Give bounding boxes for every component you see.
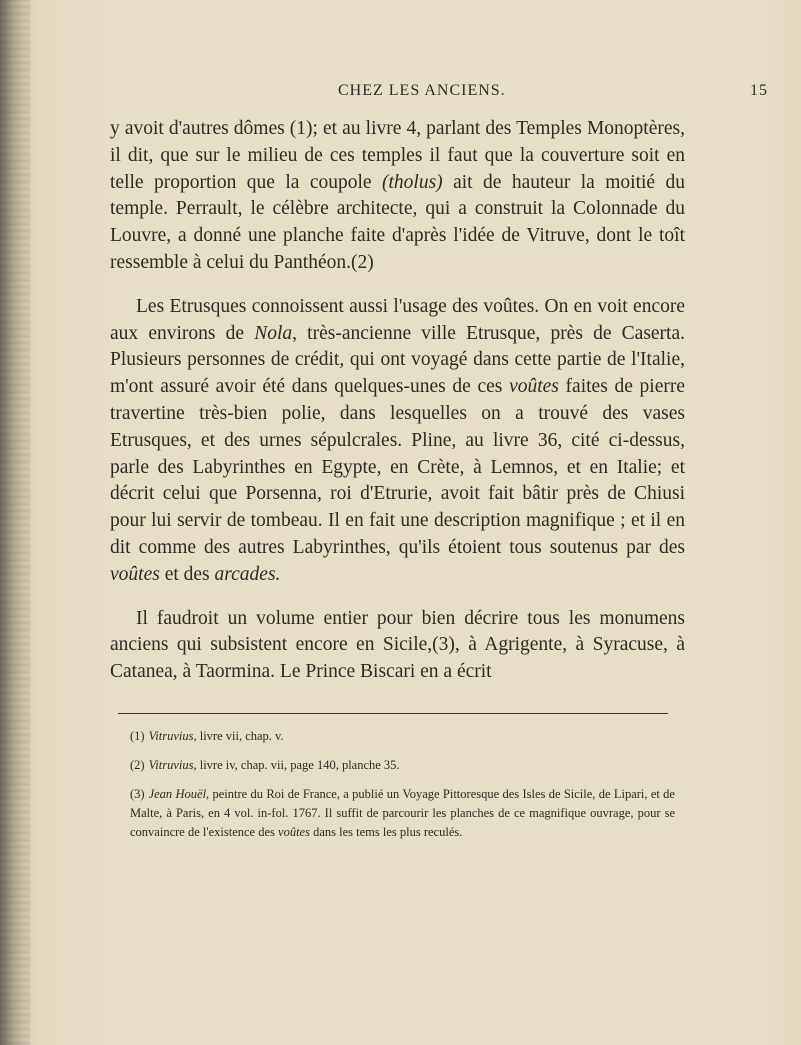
footnotes [130, 727, 675, 842]
italic-run: (tholus) [382, 171, 443, 193]
footnote-2 [130, 756, 675, 775]
body-text [110, 116, 685, 686]
paragraph-1 [110, 116, 685, 277]
footnote-text: dans les tems les plus reculés. [309, 825, 463, 839]
italic-run: voûtes [110, 563, 160, 585]
text-run: faites de pierre travertine très-bien polie, dans lesquelles on a trouvé des vases Etrusques, et des urnes sépulcrales. Pline, au livre 36, cité ci-dessus, parle des Labyrinthes en Egypte, en Crète, à Lemnos, et en Italie; et décrit celui que Porsenna, roi d'Etrurie, avoit fait bâtir près de Chiusi pour lui servir de tombeau. Il en fait une description magnifique ; et il en dit comme des autres Labyrinthes, qu'ils étoient tous soutenus par des [110, 376, 685, 558]
footnote-author: Vitruvius, [148, 758, 197, 772]
paragraph-2 [110, 294, 685, 589]
text-run: et des [159, 563, 215, 585]
footnote-author: Jean Houël, [148, 787, 210, 801]
footnote-3 [130, 785, 675, 842]
text-run: , très-ancienne ville Etrusque, près de Caserta. Plusieurs personnes de crédit, qui ont voyagé dans cette partie de l'Italie, m'ont assuré avoir été dans quelques-unes de ces [110, 322, 685, 398]
text-run: Il faudroit un volume entier pour bien décrire tous les monumens anciens qui subsistent encore en Sicile,(3), à Agrigente, à Syracuse, à Catanea, à Taormina. Le Prince Biscari en a écrit [110, 607, 685, 683]
running-head [0, 82, 801, 104]
running-title: CHEZ LES ANCIENS. [338, 82, 506, 99]
italic-run: arcades. [214, 563, 281, 585]
footnote-text: peintre du Roi de France, a publié un Voyage Pittoresque des Isles de Sicile, de Lipari, et de Malte, à Paris, en 4 vol. in-fol. 1767. Il suffit de parcourir les planches de ce magnifique ouvrage, pour se convaincre de l'existence des [130, 787, 675, 839]
footnote-number: (3) [130, 787, 145, 801]
footnote-1 [130, 727, 675, 746]
paragraph-3 [110, 606, 685, 686]
page-number: 15 [750, 82, 768, 99]
footnote-number: (2) [130, 758, 145, 772]
text-run: y avoit d'autres dômes (1); et au livre 4, parlant des Temples Monoptères, il dit, que sur le milieu de ces temples il faut que la couverture soit en telle proportion que la coupole [110, 118, 685, 193]
footnote-text: livre vii, chap. v. [196, 729, 284, 743]
text-run: ait de hauteur la moitié du temple. Perrault, le célèbre architecte, qui a construit la Colonnade du Louvre, a donné une planche faite d'après l'idée de Vitruve, dont le toît ressemble à celui du Panthéon.(2) [110, 171, 686, 273]
italic-run: Nola [254, 322, 293, 344]
italic-run: voûtes [509, 376, 559, 398]
text-run: Les Etrusques connoissent aussi l'usage des voûtes. On en voit encore aux environs de [110, 295, 685, 344]
footnote-number: (1) [130, 729, 145, 743]
italic-run: voûtes [278, 825, 310, 839]
footnote-rule [118, 713, 668, 714]
footnote-author: Vitruvius, [148, 729, 197, 743]
footnote-text: livre iv, chap. vii, page 140, planche 35. [196, 758, 400, 772]
